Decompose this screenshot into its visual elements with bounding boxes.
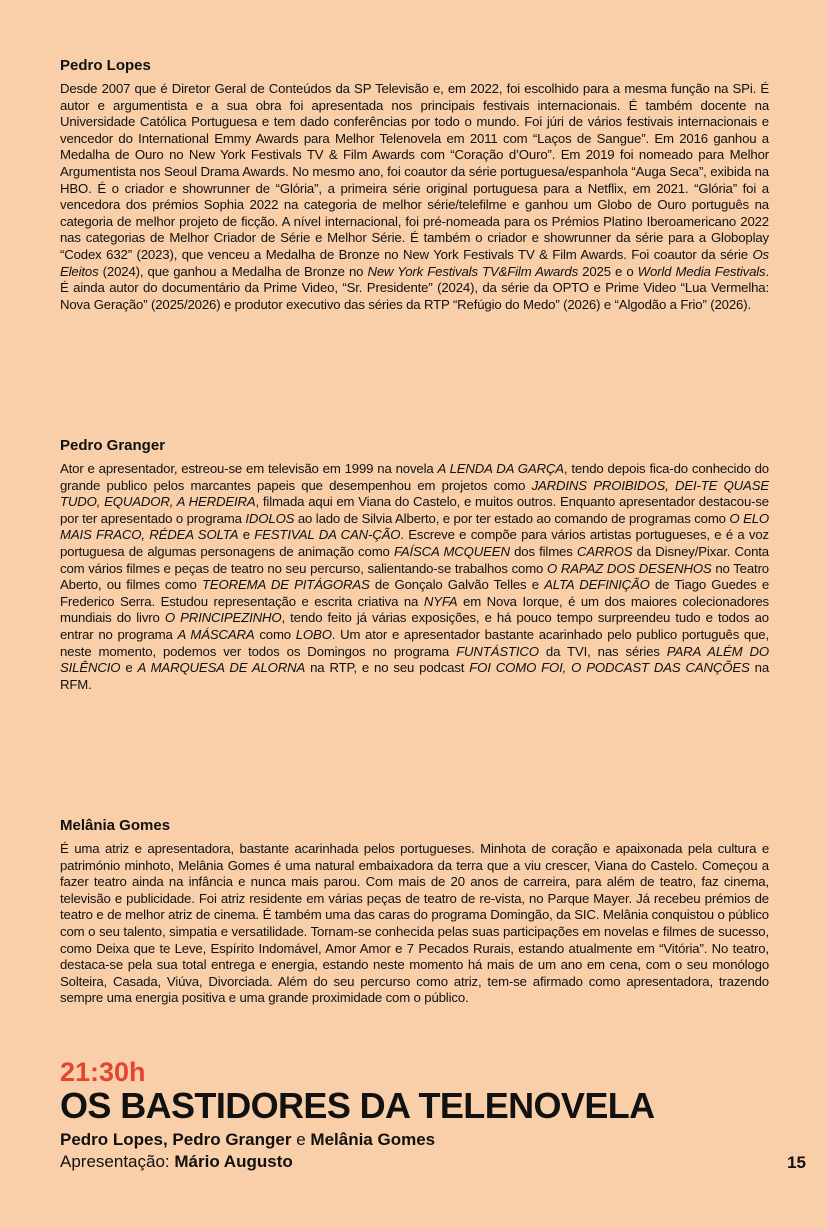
bio-melania-gomes [60,817,769,1007]
bio-text: É uma atriz e apresentadora, bastante acarinhada pelos portugueses. Minhota de coração e apaixonada pela cultura e património minhoto, Melânia Gomes é uma natural embaixadora da terra que a viu crescer, Viana do Castelo. Começou a fazer teatro ainda na infância e nunca mais parou. Com mais de 20 anos de carreira, para além de teatro, faz cinema, televisão e publicidade. Foi atriz residente em várias peças de teatro de re-vista, no Parque Mayer. Já recebeu prémios de teatro e de melhor atriz de cinema. É também uma das caras do programa Domingão, da SIC. Melânia conquistou o público com o seu talento, simpatia e versatilidade. Tornam-se conhecida pelas suas participações em novelas e filmes de sucesso, como Deixa que te Leve, Espírito Indomável, Amor Amor e 7 Pecados Rurais, estando atualmente em “Vitória”. No teatro, destaca-se pela sua total entrega e energia, estando neste momento há mais de um ano em cena, com o seu monólogo Solteira, Casada, Viúva, Divorciada. Além do seu percurso como atriz, tem-se afirmado como apresentadora, trazendo sempre uma energia positiva e uma grande proximidade com o público. [60,841,769,1006]
italic-title: TEOREMA DE PITÁGORAS [201,577,370,593]
italic-title: LOBO [295,626,332,642]
italic-title: O RAPAZ DOS DESENHOS [547,560,712,576]
italic-title: ALTA DEFINIÇÃO [544,577,650,593]
italic-title: A MÁSCARA [177,626,255,642]
italic-title: FUNTÁSTICO [456,643,539,659]
italic-title: JARDINS PROIBIDOS, DEI-TE QUASE TUDO, EQUADOR, A HERDEIRA [60,477,769,510]
bio-pedro-granger [60,437,769,693]
italic-title: New York Festivals TV&Film Awards [367,263,579,279]
bio-name: Pedro Lopes [60,57,151,74]
italic-title: FAÍSCA MCQUEEN [393,543,510,559]
italic-title: FESTIVAL DA CAN-ÇÃO [254,527,401,543]
speaker-3: Melânia Gomes [310,1130,436,1149]
event-title: OS BASTIDORES DA TELENOVELA [60,1085,655,1126]
speaker-joiner: e [296,1130,306,1149]
bio-text: Desde 2007 que é Diretor Geral de Conteúdos da SP Televisão e, em 2022, foi escolhido para a mesma função na SPi. É autor e argumentista e a sua obra foi apresentada nos principais festivais internacionais. É também docente na Universidade Católica Portuguesa e tem dado conferências por todo o mundo. Foi júri de vários festivais internacionais e vencedor do International Emmy Awards para Melhor Telenovela em 2011 com “Laços de Sangue”. Em 2016 ganhou a Medalha de Ouro no New York Festivals TV & Film Awards com “Coração d’Ouro”. Em 2019 foi nomeado para Melhor Argumentista nos Seoul Drama Awards. No mesmo ano, foi coautor da série portuguesa/espanhola “Auga Seca”, exibida na HBO. É o criador e showrunner de “Glória”, a primeira série original portuguesa para a Netflix, em 2021. “Glória” foi a vencedora dos prémios Sophia 2022 na categoria de melhor série/telefilme e ganhou um Globo de Ouro português na categoria de melhor projeto de ficção. A nível internacional, foi pré-nomeada para os Prémios Platino Iberoamericano 2022 nas categorias de Melhor Criador de Série e Melhor Série. É também o criador e showrunner da série para a Globoplay “Codex 632” (2023), que venceu a Medalha de Bronze no New York Festivals TV & Film Awards. Foi coautor da série Os Eleitos (2024), que ganhou a Medalha de Bronze no New York Festivals TV&Film Awards 2025 e o World Media Festivals. É ainda autor do documentário da Prime Video, “Sr. Presidente” (2024), da série da OPTO e Prime Video “Lua Vermelha: Nova Geração” (2025/2026) e produtor executivo das séries da RTP “Refúgio do Medo” (2026) e “Algodão a Frio” (2026). [60,81,769,312]
italic-title: Os Eleitos [60,246,769,279]
italic-title: FOI COMO FOI, O PODCAST DAS CANÇÕES [469,660,750,676]
bio-text: Ator e apresentador, estreou-se em televisão em 1999 na novela A LENDA DA GARÇA, tendo depois fica-do conhecido do grande publico pelos marcantes papeis que desempenhou em projetos como JARDINS PROIBIDOS, DEI-TE QUASE TUDO, EQUADOR, A HERDEIRA, filmada aqui em Viana do Castelo, e muitos outros. Enquanto apresentador destacou-se por ter apresentado o programa IDOLOS ao lado de Silvia Alberto, e por ter estado ao comando de programas como O ELO MAIS FRACO, RÉDEA SOLTA e FESTIVAL DA CAN-ÇÃO. Escreve e compõe para vários artistas portugueses, e é a voz portuguesa de algumas personagens de animação como FAÍSCA MCQUEEN dos filmes CARROS da Disney/Pixar. Conta com vários filmes e peças de teatro no seu percurso, salientando-se trabalhos como O RAPAZ DOS DESENHOS no Teatro Aberto, ou filmes como TEOREMA DE PITÁGORAS de Gonçalo Galvão Telles e ALTA DEFINIÇÃO de Tiago Guedes e Frederico Serra. Estudou representação e escrita criativa na NYFA em Nova Iorque, é um dos maiores colecionadores mundiais do livro O PRINCIPEZINHO, tendo feito já várias exposições, e há pouco tempo surpreendeu tudo e todos ao entrar no programa A MÁSCARA como LOBO. Um ator e apresentador bastante acarinhado pelo publico português que, neste momento, podemos ver todos os Domingos no programa FUNTÁSTICO da TVI, nas séries PARA ALÉM DO SILÊNCIO e A MARQUESA DE ALORNA na RTP, e no seu podcast FOI COMO FOI, O PODCAST DAS CANÇÕES na RFM. [60,461,770,692]
italic-title: A MARQUESA DE ALORNA [137,660,306,676]
italic-title: IDOLOS [245,510,295,526]
event-time: 21:30h [60,1057,146,1087]
italic-title: O PRINCIPEZINHO [164,610,282,626]
speaker-2: Pedro Granger [172,1130,292,1149]
event-host [60,1151,780,1173]
bio-name: Melânia Gomes [60,817,171,834]
event-block [60,1056,780,1173]
italic-title: World Media Festivals [637,263,766,279]
bio-name: Pedro Granger [60,437,166,454]
bio-pedro-lopes [60,57,769,313]
host-name: Mário Augusto [174,1152,293,1171]
italic-title: NYFA [423,593,458,609]
event-speakers [60,1129,780,1151]
host-label: Apresentação: [60,1152,170,1171]
page-number: 15 [787,1153,806,1172]
italic-title: A LENDA DA GARÇA [437,461,564,476]
italic-title: CARROS [576,543,633,559]
italic-title: PARA ALÉM DO SILÊNCIO [60,643,769,676]
italic-title: O ELO MAIS FRACO, RÉDEA SOLTA [60,510,770,543]
speaker-1: Pedro Lopes, [60,1130,168,1149]
